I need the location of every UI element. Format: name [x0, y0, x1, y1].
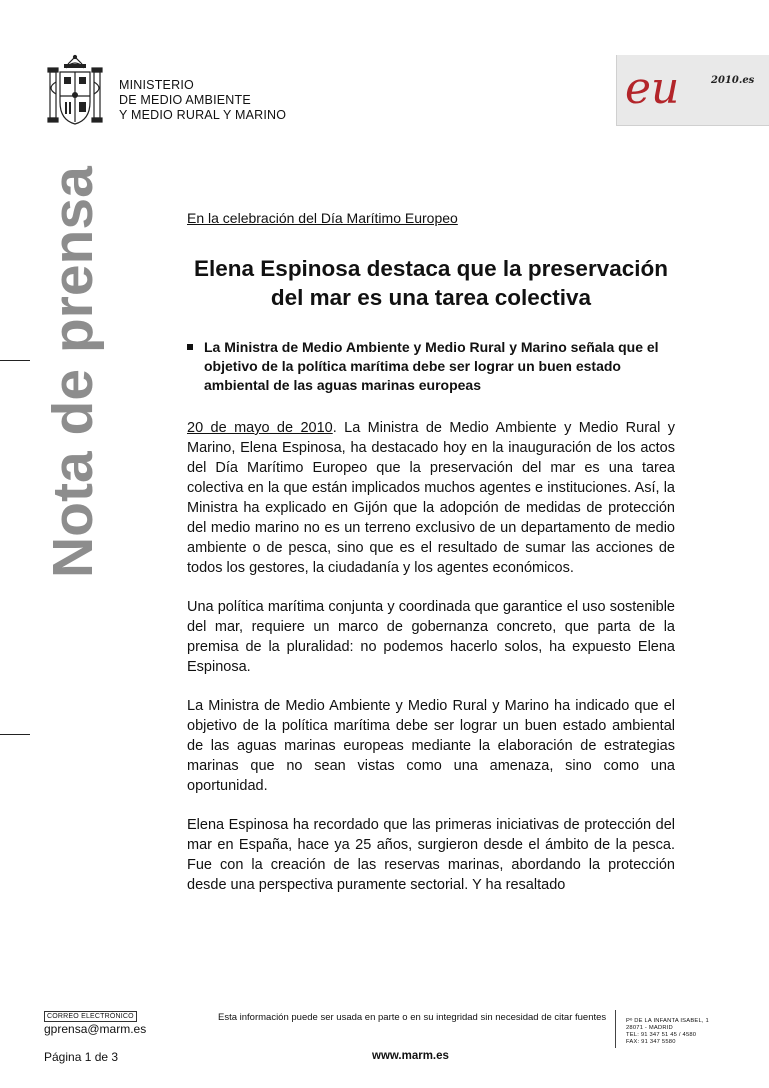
address-line: 28071 - MADRID	[626, 1025, 673, 1031]
eu-presidency-logo-box	[616, 55, 769, 126]
address-line: Pº DE LA INFANTA ISABEL, 1	[626, 1018, 709, 1024]
footer-divider	[615, 1010, 616, 1048]
headline: Elena Espinosa destaca que la preservación del mar es una tarea colectiva	[194, 256, 668, 310]
ministry-address	[626, 1018, 709, 1046]
coat-of-arms-icon	[44, 54, 106, 130]
address-line: FAX: 91 347 5580	[626, 1039, 676, 1045]
summary-bullet-text: La Ministra de Medio Ambiente y Medio Rural y Marino señala que el objetivo de la política marítima debe ser lograr un buen estado ambiental de las aguas marinas europeas	[204, 339, 659, 393]
usage-notice: Esta información puede ser usada en parte o en su integridad sin necesidad de citar fuentes	[218, 1012, 607, 1023]
side-title: Nota de prensa	[41, 166, 105, 578]
email-label: CORREO ELECTRÓNICO	[44, 1011, 137, 1022]
article-body	[187, 418, 675, 895]
summary-bullet	[187, 338, 675, 395]
kicker: En la celebración del Día Marítimo Europeo	[187, 210, 458, 226]
ministry-line: DE MEDIO AMBIENTE	[119, 93, 251, 107]
paragraph: Elena Espinosa ha recordado que las primeras iniciativas de protección del mar en España, hace ya 25 años, surgieron desde el ámbito de la pesca. Fue con la creación de las reservas marinas, abordando la protección desde una perspectiva puramente sectorial. Y ha resaltado	[187, 817, 675, 893]
ministry-line: MINISTERIO	[119, 78, 194, 92]
address-line: TEL: 91 347 51 45 / 4580	[626, 1032, 697, 1038]
press-email[interactable]: gprensa@marm.es	[44, 1022, 147, 1036]
ministry-line: Y MEDIO RURAL Y MARINO	[119, 108, 287, 122]
fold-mark	[0, 734, 30, 735]
ministry-name	[119, 78, 286, 123]
eu-logo-text: eu	[625, 63, 680, 114]
bullet-marker-icon	[187, 344, 193, 350]
page-number: Página 1 de 3	[44, 1050, 119, 1064]
paragraph-text: . La Ministra de Medio Ambiente y Medio Rural y Marino, Elena Espinosa, ha destacado hoy en la inauguración de los actos del Día Marítimo Europeo que la preservación del mar es una tarea colectiva en la que están implicados muchos agentes e instituciones. Así, la Ministra ha explicado en Gijón que la adopción de medidas de protección del medio marino no es un terreno exclusivo de un departamento de medio ambiente o de pesca, sino que es el resultado de sumar las acciones de todos los gestores, la ciudadanía y los agentes económicos.	[187, 420, 675, 576]
fold-mark	[0, 360, 30, 361]
eu-presidency-logo	[621, 59, 713, 121]
paragraph: La Ministra de Medio Ambiente y Medio Rural y Marino ha indicado que el objetivo de la política marítima debe ser lograr un buen estado ambiental de las aguas marinas europeas mediante la elaboración de estrategias marinas que no sean vistas como una amenaza, sino como una oportunidad.	[187, 698, 675, 794]
eu-logo-suffix: 2010.es	[711, 75, 755, 86]
website-link[interactable]: www.marm.es	[372, 1050, 449, 1062]
paragraph	[187, 418, 675, 578]
paragraph: Una política marítima conjunta y coordinada que garantice el uso sostenible del mar, requiere un marco de gobernanza concreto, que parta de la premisa de la pluralidad: no podemos hacerlo solos, ha expuesto Elena Espinosa.	[187, 599, 675, 675]
dateline: 20 de mayo de 2010	[187, 420, 333, 436]
